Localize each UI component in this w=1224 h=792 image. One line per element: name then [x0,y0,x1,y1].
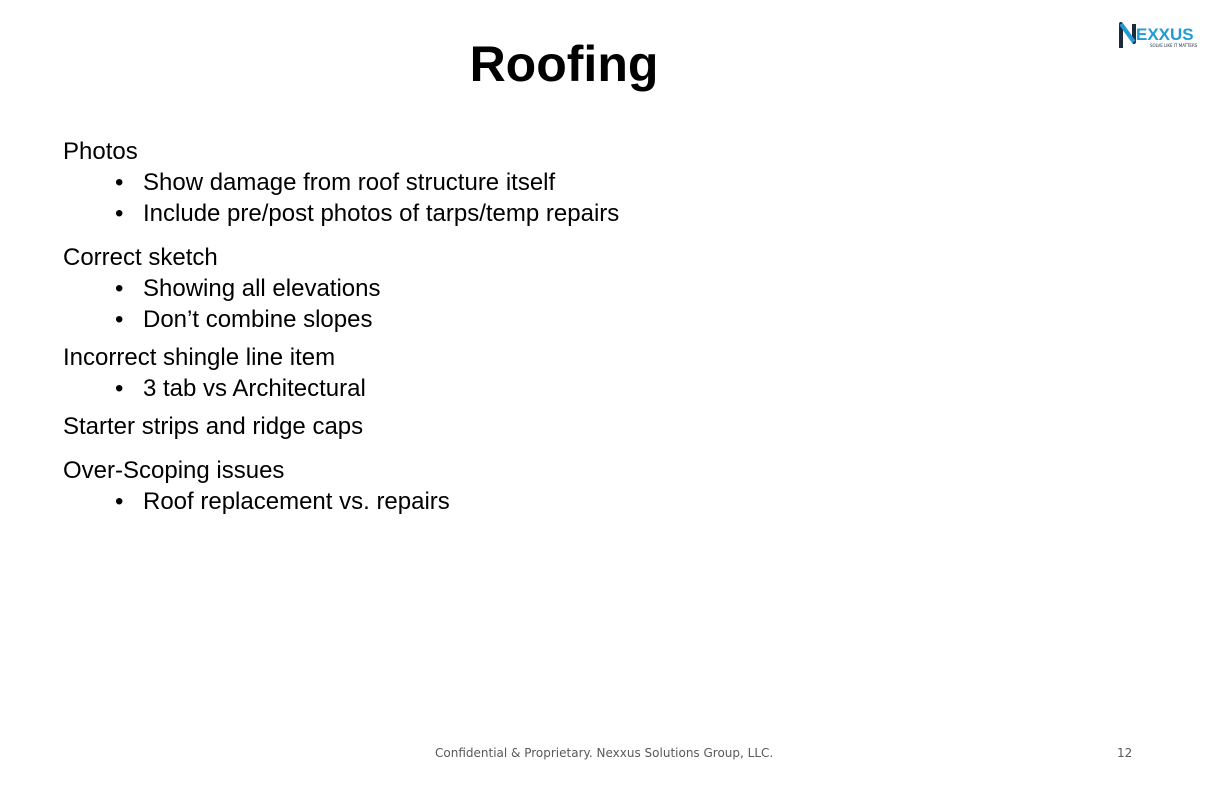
slide-content [63,136,963,517]
bullet-item [63,304,963,335]
bullet-item [63,198,963,229]
bullet-icon: • [115,306,124,333]
bullet-item [63,373,963,404]
bullet-list-over-scoping [63,486,963,517]
bullet-list-incorrect-shingle [63,373,963,404]
page-number: 12 [1117,746,1133,760]
bullet-item [63,486,963,517]
bullet-text: 3 tab vs Architectural [143,375,366,402]
bullet-list-correct-sketch [63,273,963,335]
bullet-text: Showing all elevations [143,275,381,302]
bullet-text: Don’t combine slopes [143,306,373,333]
bullet-text: Include pre/post photos of tarps/temp repairs [143,200,620,227]
bullet-icon: • [115,375,124,402]
bullet-icon: • [115,488,124,515]
bullet-list-photos [63,167,963,229]
section-heading-over-scoping: Over-Scoping issues [63,457,285,484]
logo-text: EXXUS [1136,25,1194,44]
slide-title: Roofing [469,36,659,92]
section-heading-photos: Photos [63,138,138,165]
nexxus-logo [1118,18,1202,52]
section-heading-incorrect-shingle: Incorrect shingle line item [63,344,336,371]
bullet-text: Roof replacement vs. repairs [143,488,450,515]
section-heading-correct-sketch: Correct sketch [63,244,218,271]
bullet-item [63,273,963,304]
bullet-icon: • [115,275,124,302]
footer-confidential: Confidential & Proprietary. Nexxus Solutions Group, LLC. [435,746,774,760]
bullet-item [63,167,963,198]
bullet-text: Show damage from roof structure itself [143,169,556,196]
bullet-icon: • [115,169,124,196]
bullet-icon: • [115,200,124,227]
section-heading-starter-strips: Starter strips and ridge caps [63,413,364,440]
logo-tagline: SOLVE LIKE IT MATTERS [1150,43,1198,48]
